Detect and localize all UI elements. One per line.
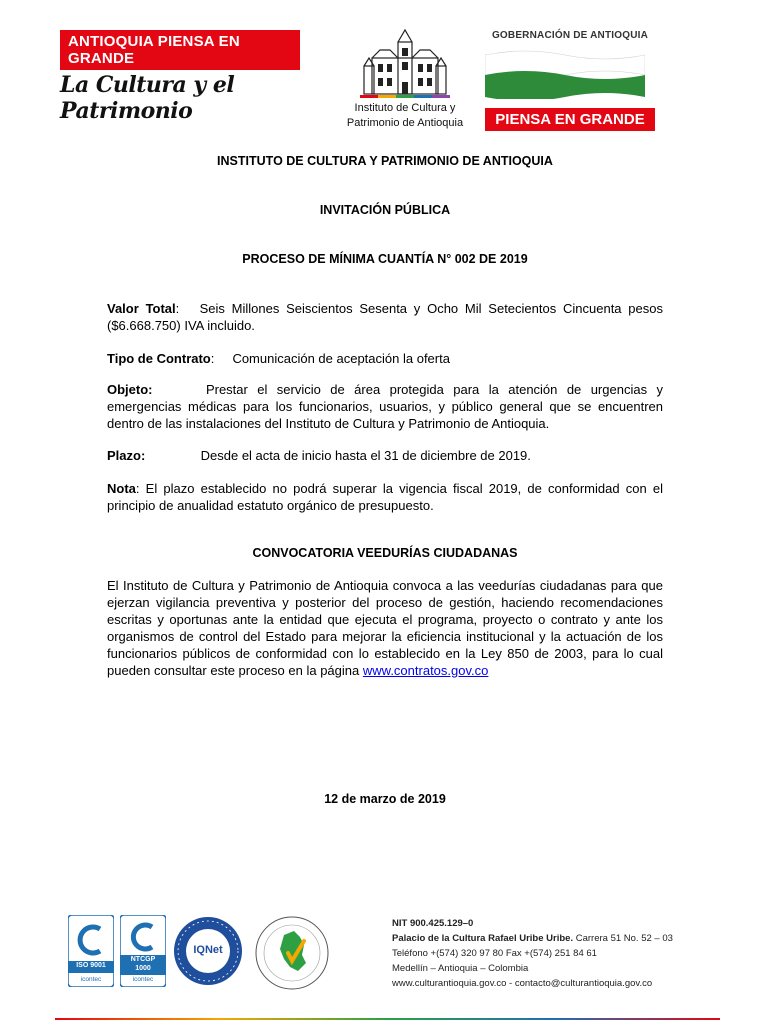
objeto-paragraph: [107, 381, 663, 432]
footer-address-bold: Palacio de la Cultura Rafael Uribe Uribe.: [392, 933, 574, 944]
gobernacion-title: GOBERNACIÓN DE ANTIOQUIA: [491, 30, 649, 41]
left-brand-banner: ANTIOQUIA PIENSA EN GRANDE: [60, 30, 300, 70]
footer-contact-block: [392, 916, 702, 991]
ntcgp-label: NTCGP: [130, 956, 156, 963]
footer-phone: Teléfono +(574) 320 97 80 Fax +(574) 251 84 61: [392, 948, 597, 959]
contratos-link[interactable]: www.contratos.gov.co: [362, 663, 489, 678]
iso-9001-seal: [68, 915, 114, 992]
iqnet-seal: [172, 915, 244, 992]
footer-address: [392, 931, 702, 946]
nota-text: : El plazo establecido no podrá superar la vigencia fiscal 2019, de conformidad con el principio de anualidad estatuto orgánico de presupuesto.: [107, 481, 663, 513]
gobernacion-banner: PIENSA EN GRANDE: [485, 108, 655, 131]
iqnet-label: IQNet: [193, 944, 223, 956]
document-date: 12 de marzo de 2019: [324, 792, 446, 806]
footer-address-rest: Carrera 51 No. 52 – 03: [573, 933, 673, 944]
convocatoria-title: CONVOCATORIA VEEDURÍAS CIUDADANAS: [252, 546, 518, 560]
institute-logo-text-1: Instituto de Cultura y: [354, 102, 456, 114]
nota-label: Nota: [107, 481, 136, 496]
ntcgp-number: 1000: [135, 965, 151, 972]
plazo-label: Plazo:: [107, 448, 146, 463]
process-title: PROCESO DE MÍNIMA CUANTÍA N° 002 DE 2019: [242, 252, 528, 266]
ntcgp-1000-seal: [120, 915, 166, 992]
footer-color-line: [55, 1018, 720, 1020]
tipo-contrato-label: Tipo de Contrato: [107, 351, 211, 366]
iso-brand-label: icontec: [80, 976, 102, 983]
ntcgp-brand-label: icontec: [132, 976, 154, 983]
footer-web[interactable]: www.culturantioquia.gov.co - contacto@culturantioquia.gov.co: [392, 978, 653, 989]
iso-9001-label: ISO 9001: [76, 962, 106, 969]
palace-icon: [350, 28, 460, 100]
plazo-paragraph: [107, 447, 663, 464]
valor-total-paragraph: Valor Total: Seis Millones Seiscientos Sesenta y Ocho Mil Setecientos Cincuenta pesos ($6.668.750) IVA incluido.: [107, 301, 663, 333]
tipo-contrato-paragraph: Tipo de Contrato: Comunicación de aceptación la oferta: [107, 351, 450, 366]
nota-paragraph: [107, 480, 663, 514]
gobernacion-logo: [485, 30, 655, 131]
footer-city: Medellín – Antioquia – Colombia: [392, 963, 529, 974]
invitation-title: INVITACIÓN PÚBLICA: [319, 203, 451, 217]
objeto-label: Objeto:: [107, 382, 153, 397]
convocatoria-paragraph: [107, 577, 663, 679]
plazo-text: Desde el acta de inicio hasta el 31 de diciembre de 2019.: [200, 448, 531, 463]
institution-title: INSTITUTO DE CULTURA Y PATRIMONIO DE ANTIOQUIA: [217, 154, 553, 168]
antioquia-flag-icon: [485, 47, 645, 99]
valor-total-text: Seis Millones Seiscientos Sesenta y Ocho Mil Setecientos Cincuenta pesos ($6.668.750) IVA incluido.: [107, 301, 663, 333]
institute-logo: [340, 28, 470, 130]
colombia-map-seal-icon: [254, 915, 330, 991]
government-quality-seal: [254, 915, 330, 996]
footer-nit: NIT 900.425.129–0: [392, 918, 474, 929]
objeto-text: Prestar el servicio de área protegida para la atención de urgencias y emergencias médicas para los funcionarios, usuarios, y público general que se encuentren dentro de las instalaciones del Instituto de Cultura y Patrimonio de Antioquia.: [107, 382, 663, 431]
left-brand-logo: [60, 30, 300, 124]
convocatoria-text: El Instituto de Cultura y Patrimonio de Antioquia convoca a las veedurías ciudadanas para que ejerzan vigilancia preventiva y posterior del proceso de gestión, haciendo recomendaciones escritas y oportunas ante la entidad que ejecuta el programa, proyecto o contrato y ante los organismos de control del Estado para mejorar la eficiencia institucional y la actuación de los funcionarios públicos de conformidad con lo establecido en la Ley 850 de 2003, para lo cual pueden consultar este proceso en la página: [107, 578, 663, 678]
institute-logo-text-2: Patrimonio de Antioquia: [346, 117, 464, 129]
tipo-contrato-text: Comunicación de aceptación la oferta: [232, 351, 450, 366]
left-brand-script: La Cultura y el Patrimonio: [60, 72, 235, 124]
valor-total-label: Valor Total: [107, 301, 176, 316]
